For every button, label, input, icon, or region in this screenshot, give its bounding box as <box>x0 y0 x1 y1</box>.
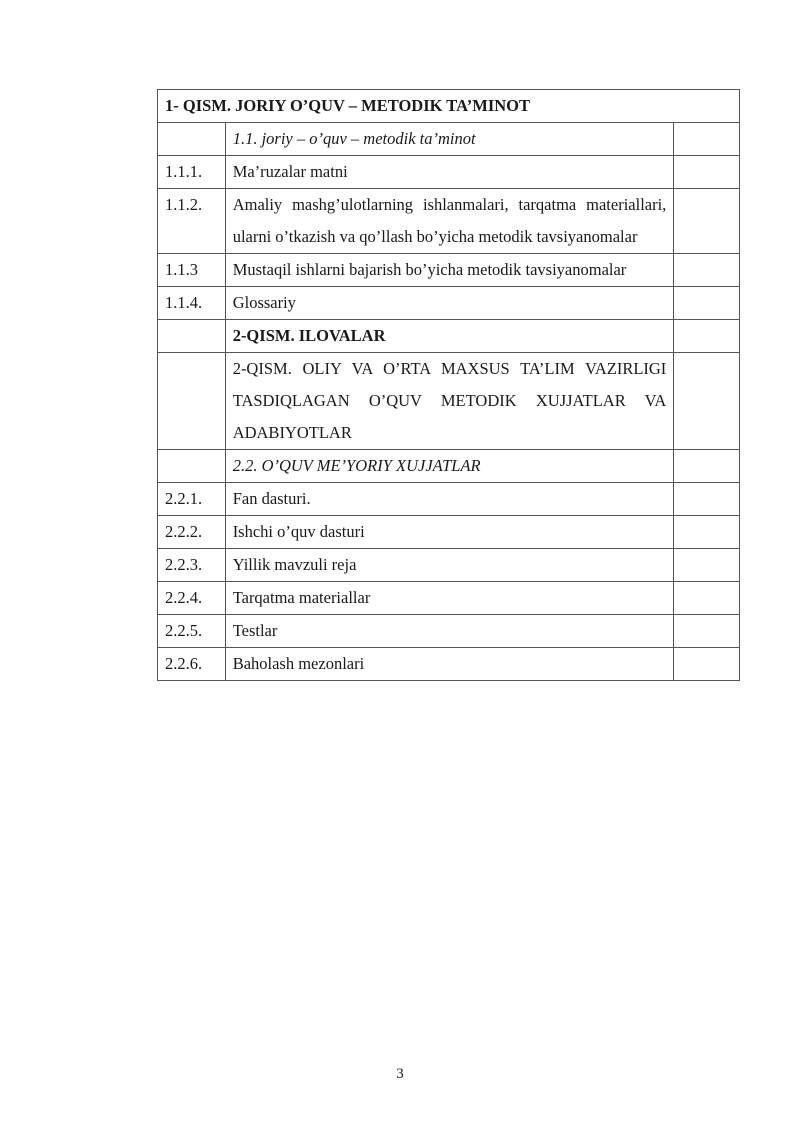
row-number: 2.2.5. <box>158 615 226 648</box>
row-blank-cell <box>674 648 740 681</box>
row-number: 1.1.3 <box>158 254 226 287</box>
row-text: Tarqatma materiallar <box>225 582 674 615</box>
row-blank-cell <box>674 156 740 189</box>
row-text: Amaliy mashg’ulotlarning ishlanmalari, tarqatma materiallari, ularni o’tkazish va qo’llash bo’yicha metodik tavsiyanomalar <box>225 189 674 254</box>
table-row <box>158 549 740 582</box>
row-blank-cell <box>674 615 740 648</box>
table-row <box>158 450 740 483</box>
row-blank-cell <box>674 516 740 549</box>
row-text: Fan dasturi. <box>225 483 674 516</box>
row-number: 2.2.3. <box>158 549 226 582</box>
row-blank-cell <box>674 582 740 615</box>
row-text: Baholash mezonlari <box>225 648 674 681</box>
table-row <box>158 353 740 450</box>
table-row <box>158 156 740 189</box>
row-number: 1.1.1. <box>158 156 226 189</box>
table-row <box>158 254 740 287</box>
row-text: 2-QISM. OLIY VA O’RTA MAXSUS TA’LIM VAZIRLIGI TASDIQLAGAN O’QUV METODIK XUJJATLAR VA ADABIYOTLAR <box>225 353 674 450</box>
row-blank-cell <box>674 353 740 450</box>
row-number: 2.2.1. <box>158 483 226 516</box>
table-row <box>158 287 740 320</box>
row-blank-cell <box>674 287 740 320</box>
row-number: 2.2.4. <box>158 582 226 615</box>
table-row <box>158 123 740 156</box>
part2-heading: 2-QISM. ILOVALAR <box>225 320 674 353</box>
table-row <box>158 582 740 615</box>
row-blank-cell <box>674 450 740 483</box>
row-blank-cell <box>674 320 740 353</box>
row-number <box>158 320 226 353</box>
row-text: Glossariy <box>225 287 674 320</box>
row-blank-cell <box>674 189 740 254</box>
table-row <box>158 615 740 648</box>
row-text: Yillik mavzuli reja <box>225 549 674 582</box>
section-heading: 2.2. O’QUV ME’YORIY XUJJATLAR <box>225 450 674 483</box>
row-number <box>158 450 226 483</box>
row-number: 2.2.6. <box>158 648 226 681</box>
table-row <box>158 483 740 516</box>
table-row <box>158 648 740 681</box>
page-number: 3 <box>396 1066 404 1082</box>
row-number: 2.2.2. <box>158 516 226 549</box>
table-row <box>158 320 740 353</box>
row-blank-cell <box>674 254 740 287</box>
row-text: Mustaqil ishlarni bajarish bo’yicha metodik tavsiyanomalar <box>225 254 674 287</box>
row-blank-cell <box>674 123 740 156</box>
row-text: 1.1. joriy – o’quv – metodik ta’minot <box>225 123 674 156</box>
row-text: Testlar <box>225 615 674 648</box>
contents-table <box>157 89 740 681</box>
row-text: Ishchi o’quv dasturi <box>225 516 674 549</box>
table-row <box>158 189 740 254</box>
row-number <box>158 353 226 450</box>
row-number <box>158 123 226 156</box>
row-blank-cell <box>674 483 740 516</box>
row-text: Ma’ruzalar matni <box>225 156 674 189</box>
row-number: 1.1.4. <box>158 287 226 320</box>
row-number: 1.1.2. <box>158 189 226 254</box>
part1-heading: 1- QISM. JORIY O’QUV – METODIK TA’MINOT <box>158 90 740 123</box>
table-row <box>158 516 740 549</box>
table-row <box>158 90 740 123</box>
row-blank-cell <box>674 549 740 582</box>
